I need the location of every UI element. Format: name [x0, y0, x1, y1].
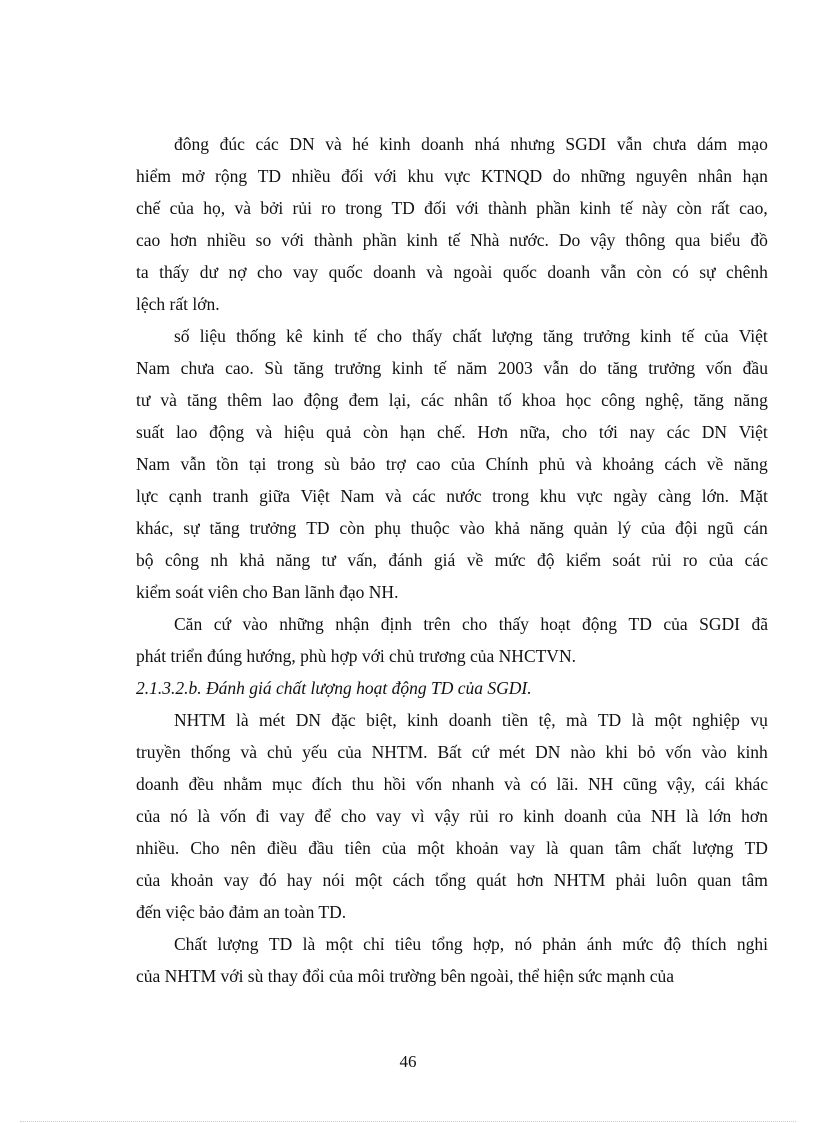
text-line: hiểm mở rộng TD nhiều đối với khu vực KTNQD do những nguyên nhân hạn	[136, 166, 768, 186]
text-line: ta thấy dư nợ cho vay quốc doanh và ngoài quốc doanh vẫn còn có sự chênh	[136, 262, 768, 282]
text-line: tư và tăng thêm lao động đem lại, các nhân tố khoa học công nghệ, tăng năng	[136, 390, 768, 410]
text-line: của NHTM với sù thay đổi của môi trường bên ngoài, thể hiện sức mạnh của	[136, 966, 675, 986]
text-line: lực cạnh tranh giữa Việt Nam và các nước trong khu vực ngày càng lớn. Mặt	[136, 486, 768, 506]
text-line: của nó là vốn đi vay để cho vay vì vậy rủi ro kinh doanh của NH là lớn hơn	[136, 806, 768, 826]
text-line: bộ công nh khả năng tư vấn, đánh giá về mức độ kiểm soát rủi ro của các	[136, 550, 768, 570]
text-line: Nam vẫn tồn tại trong sù bảo trợ cao của Chính phủ và khoảng cách về năng	[136, 454, 768, 474]
text-line: số liệu thống kê kinh tế cho thấy chất lượng tăng trưởng kinh tế của Việt	[174, 326, 768, 346]
text-line: doanh đều nhằm mục đích thu hồi vốn nhanh và có lãi. NH cũng vậy, cái khác	[136, 774, 768, 794]
text-line: NHTM là mét DN đặc biệt, kinh doanh tiền tệ, mà TD là một nghiệp vụ	[174, 710, 768, 730]
text-line: truyền thống và chủ yếu của NHTM. Bất cứ mét DN nào khi bỏ vốn vào kinh	[136, 742, 768, 762]
text-line: Nam chưa cao. Sù tăng trưởng kinh tế năm 2003 vẫn do tăng trưởng vốn đầu	[136, 358, 768, 378]
text-line: cao hơn nhiều so với thành phần kinh tế Nhà nước. Do vậy thông qua biểu đồ	[136, 230, 768, 250]
text-line: đông đúc các DN và hé kinh doanh nhá nhưng SGDI vẫn chưa dám mạo	[174, 134, 768, 154]
text-line: Căn cứ vào những nhận định trên cho thấy hoạt động TD của SGDI đã	[174, 614, 768, 634]
page-divider	[20, 1121, 796, 1122]
text-line: đến việc bảo đảm an toàn TD.	[136, 902, 347, 922]
section-heading: 2.1.3.2.b. Đánh giá chất lượng hoạt động TD của SGDI.	[136, 678, 532, 698]
text-line: Chất lượng TD là một chỉ tiêu tổng hợp, nó phản ánh mức độ thích nghi	[174, 934, 768, 954]
text-line: lệch rất lớn.	[136, 294, 220, 314]
page-number: 46	[399, 1052, 417, 1071]
text-line: nhiều. Cho nên điều đầu tiên của một khoản vay là quan tâm chất lượng TD	[136, 838, 768, 858]
text-line: phát triển đúng hướng, phù hợp với chủ trương của NHCTVN.	[136, 646, 576, 666]
text-line: suất lao động và hiệu quả còn hạn chế. Hơn nữa, cho tới nay các DN Việt	[136, 422, 768, 442]
text-line: khác, sự tăng trưởng TD còn phụ thuộc vào khả năng quản lý của đội ngũ cán	[136, 518, 768, 538]
text-line: của khoản vay đó hay nói một cách tổng quát hơn NHTM phải luôn quan tâm	[136, 870, 768, 890]
text-line: kiểm soát viên cho Ban lãnh đạo NH.	[136, 582, 399, 602]
text-line: chế của họ, và bởi rủi ro trong TD đối với thành phần kinh tế này còn rất cao,	[136, 198, 768, 218]
body-text	[136, 128, 768, 992]
